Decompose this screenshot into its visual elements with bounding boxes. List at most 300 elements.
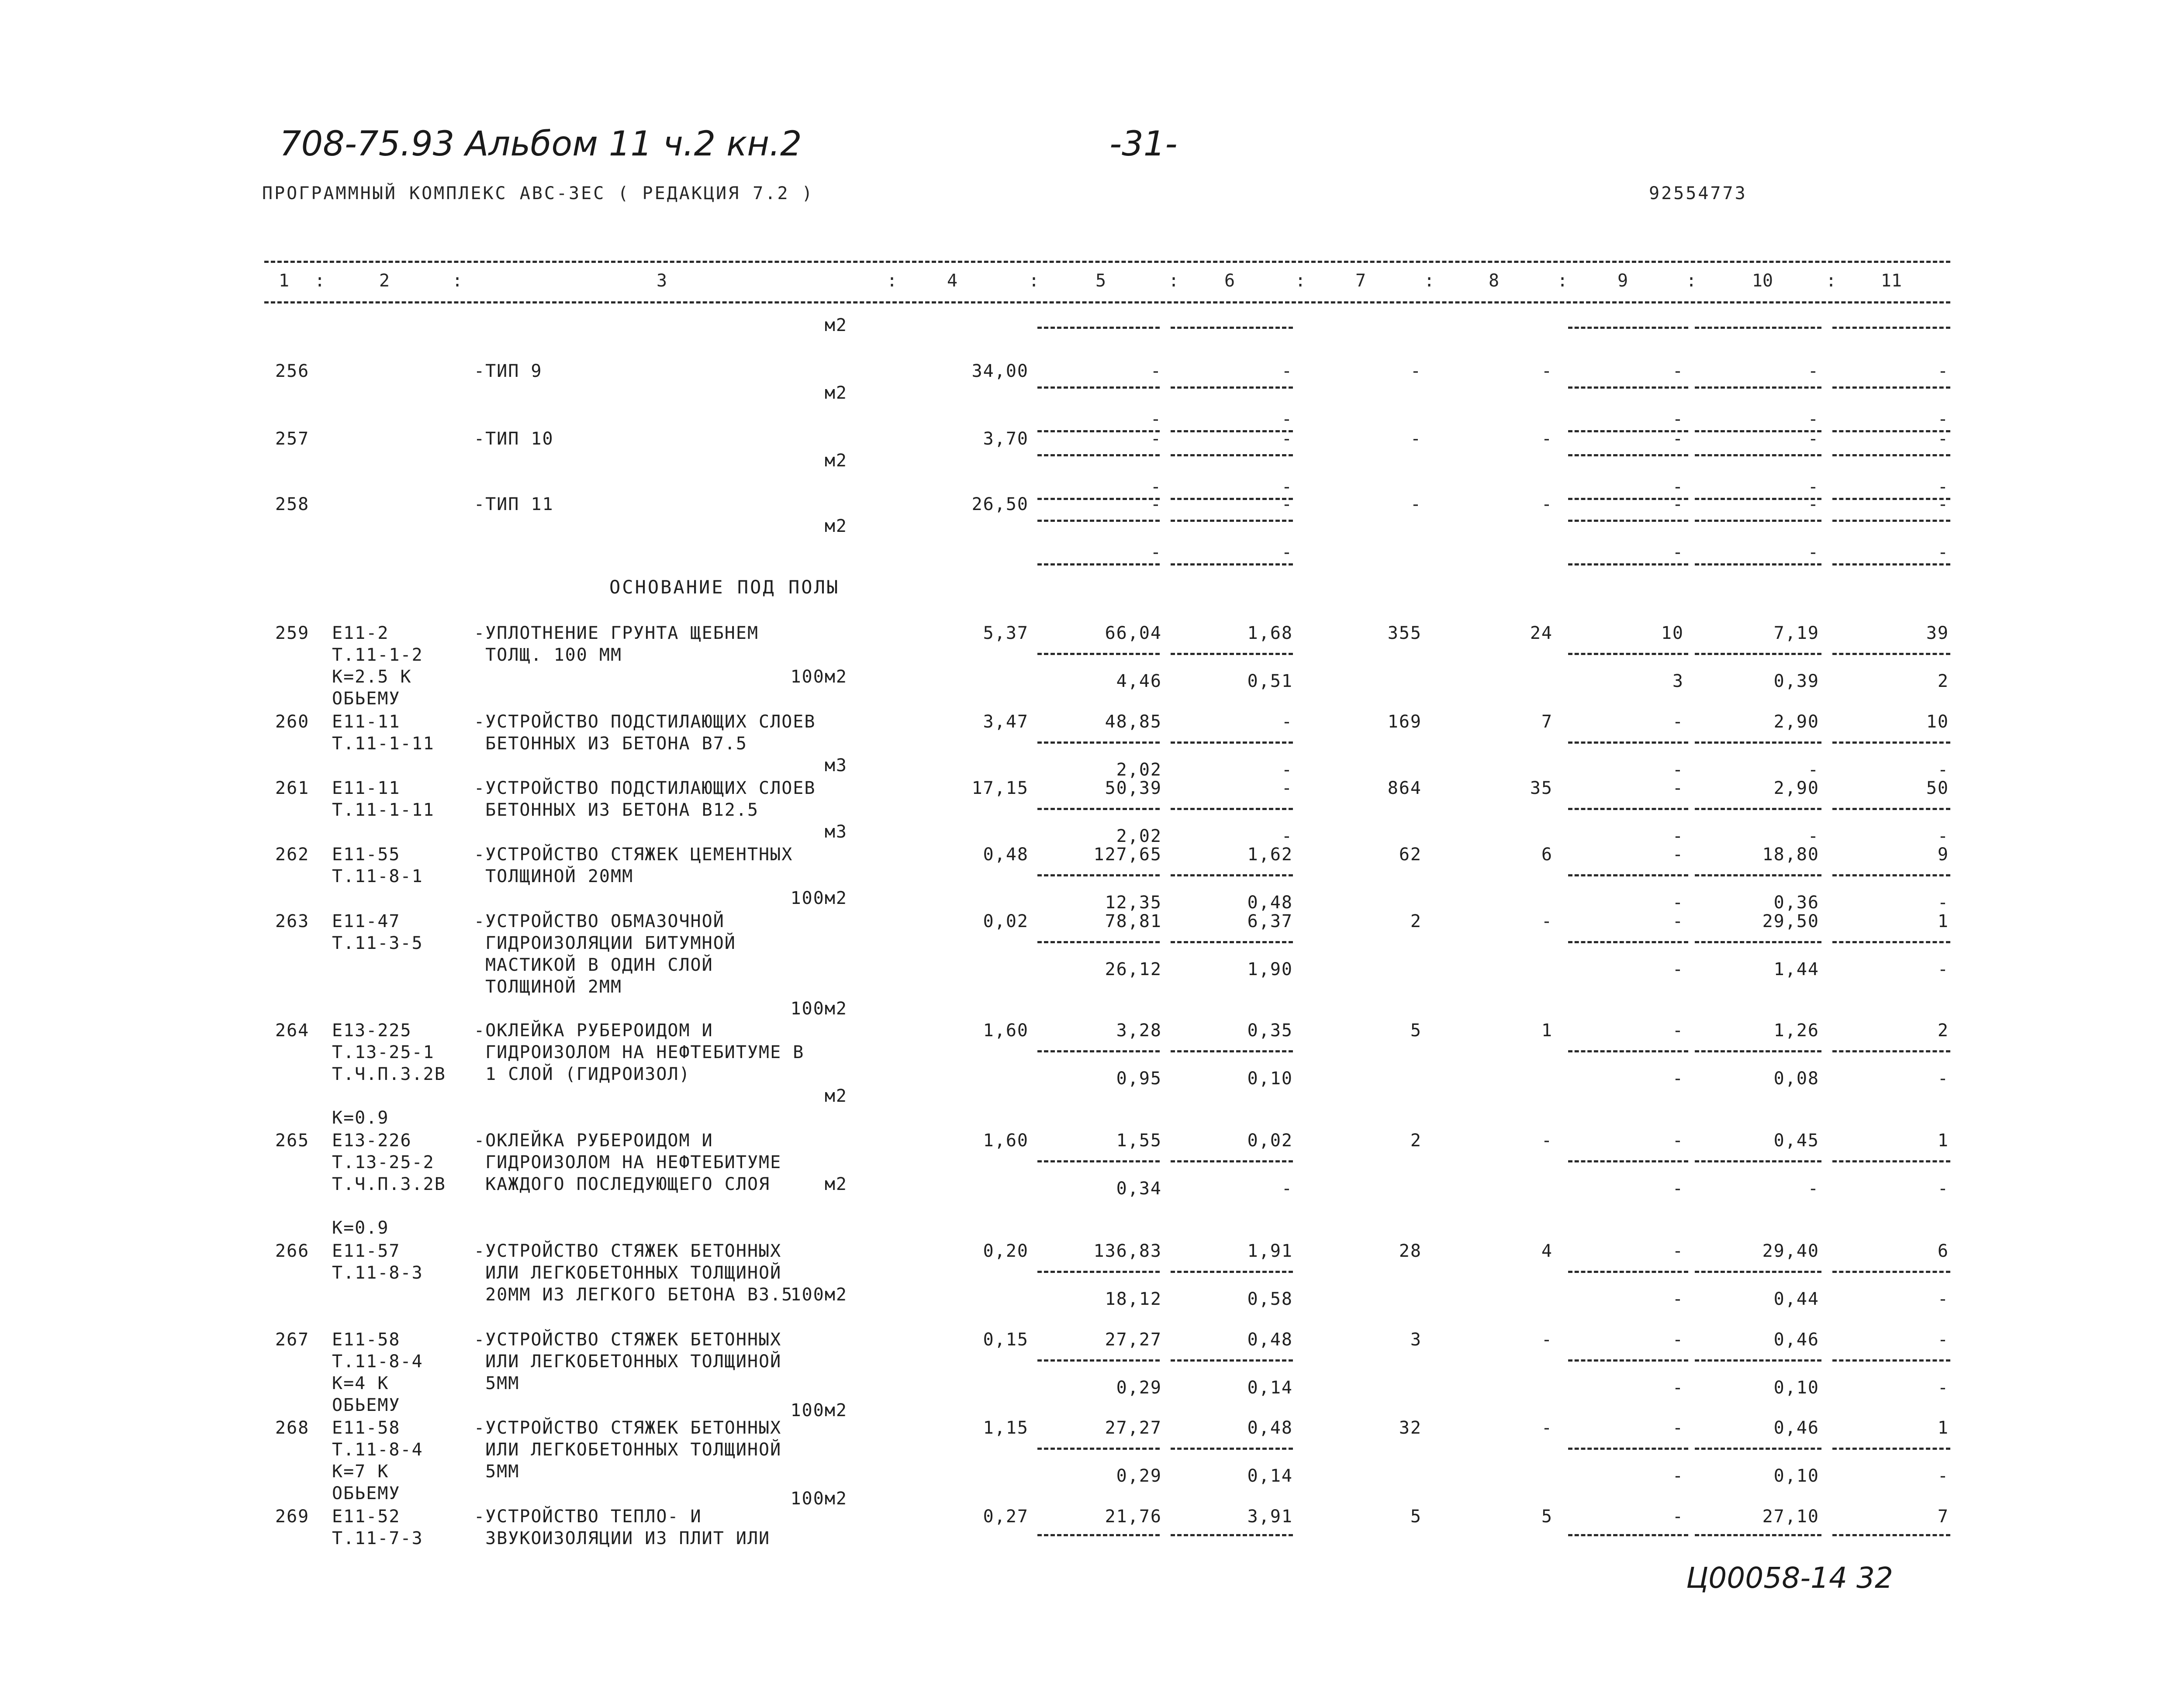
cell-col-6-second: - [1281,760,1293,780]
normative-code: ОБЬЕМУ [332,689,401,709]
cell-col-4: 0,20 [983,1241,1029,1261]
cell-col-11-second: - [1937,893,1949,913]
cell-col-4: 0,02 [983,911,1029,931]
dashed-subtotal-rule [1695,808,1821,810]
cell-col-8: - [1541,1131,1553,1151]
cell-col-7: 169 [1387,712,1422,732]
cell-col-9: - [1672,778,1684,798]
cell-col-11-second: - [1937,542,1949,562]
normative-code: Т.11-7-3 [332,1528,423,1548]
normative-code: К=0.9 [332,1218,389,1238]
work-description: -УСТРОЙСТВО СТЯЖЕК БЕТОННЫХ [474,1418,782,1438]
cell-col-10-second: - [1807,760,1819,780]
row-number: 260 [275,712,310,732]
cell-col-6: 3,91 [1247,1507,1293,1527]
work-description: ИЛИ ЛЕГКОБЕТОННЫХ ТОЛЩИНОЙ [474,1352,782,1372]
dashed-subtotal-rule [1568,653,1688,655]
normative-code: Е13-225 [332,1021,412,1041]
column-number-3: 3 [656,271,667,291]
column-number-11: 11 [1880,271,1902,291]
unit-of-measure: м2 [824,383,847,403]
cell-col-8: 7 [1541,712,1553,732]
cell-col-9-second: - [1672,893,1684,913]
cell-col-6: 0,35 [1247,1021,1293,1041]
normative-code: Т.Ч.П.3.2В [332,1174,446,1194]
dashed-subtotal-rule [1171,1359,1293,1362]
cell-col-10-second: 0,44 [1773,1289,1819,1309]
work-description: 5ММ [474,1373,520,1393]
cell-col-8: 5 [1541,1507,1553,1527]
dashed-subtotal-rule [1832,1448,1950,1450]
dashed-subtotal-rule [1037,808,1160,810]
cell-col-7: - [1410,494,1422,514]
dashed-subtotal-rule [1832,741,1950,744]
cell-col-4: 17,15 [971,778,1029,798]
normative-code: Е11-11 [332,778,401,798]
work-description: БЕТОННЫХ ИЗ БЕТОНА В7.5 [474,734,747,754]
cell-col-11-second: - [1937,826,1949,846]
dashed-subtotal-rule [1568,808,1688,810]
unit-of-measure: м2 [824,451,847,471]
cell-col-5: - [1150,429,1162,449]
cell-col-10: 2,90 [1773,778,1819,798]
cell-col-10-second: - [1807,477,1819,497]
cell-col-9: - [1672,1418,1684,1438]
cell-col-9-second: - [1672,1289,1684,1309]
cell-col-10: 7,19 [1773,623,1819,643]
work-description: 5ММ [474,1462,520,1482]
cell-col-5: - [1150,361,1162,381]
dashed-subtotal-rule [1171,1534,1293,1536]
cell-col-5-second: 18,12 [1105,1289,1162,1309]
cell-col-4: 0,15 [983,1330,1029,1350]
cell-col-10-second: - [1807,542,1819,562]
column-number-4: 4 [947,271,958,291]
cell-col-9-second: - [1672,1179,1684,1199]
dashed-subtotal-rule [1171,808,1293,810]
cell-col-7: - [1410,361,1422,381]
cell-col-6: 0,48 [1247,1330,1293,1350]
dashed-subtotal-rule [1037,563,1160,566]
dashed-subtotal-rule [1695,1359,1821,1362]
cell-col-8: - [1541,1418,1553,1438]
dashed-subtotal-rule [1171,653,1293,655]
cell-col-6-second: - [1281,1179,1293,1199]
cell-col-11: 1 [1937,1131,1949,1151]
cell-col-8: - [1541,494,1553,514]
normative-code: ОБЬЕМУ [332,1483,401,1503]
cell-col-6-second: - [1281,826,1293,846]
unit-of-measure: м2 [824,315,847,335]
dashed-subtotal-rule [1037,941,1160,943]
cell-col-11: - [1937,361,1949,381]
table-header-rule [264,301,1950,303]
cell-col-5: 66,04 [1105,623,1162,643]
cell-col-6-second: 0,48 [1247,893,1293,913]
column-number-5: 5 [1095,271,1106,291]
cell-col-8: - [1541,361,1553,381]
cell-col-6: - [1281,429,1293,449]
cell-col-8: 35 [1530,778,1553,798]
work-description: -УСТРОЙСТВО СТЯЖЕК БЕТОННЫХ [474,1241,782,1261]
cell-col-4: 0,27 [983,1507,1029,1527]
row-number: 264 [275,1021,310,1041]
cell-col-9: - [1672,361,1684,381]
cell-col-10-second: 1,44 [1773,959,1819,979]
work-description: ИЛИ ЛЕГКОБЕТОННЫХ ТОЛЩИНОЙ [474,1440,782,1460]
cell-col-11: 7 [1937,1507,1949,1527]
normative-code: ОБЬЕМУ [332,1395,401,1415]
row-number: 256 [275,361,310,381]
cell-col-11-second: - [1937,1378,1949,1398]
cell-col-5: - [1150,494,1162,514]
cell-col-9: - [1672,1507,1684,1527]
cell-col-8: - [1541,911,1553,931]
cell-col-11: - [1937,494,1949,514]
row-number: 269 [275,1507,310,1527]
cell-col-9-second: - [1672,826,1684,846]
row-number: 261 [275,778,310,798]
dashed-subtotal-rule [1171,1448,1293,1450]
dashed-subtotal-rule [1695,653,1821,655]
dashed-subtotal-rule [1568,327,1688,329]
work-description: -УСТРОЙСТВО ТЕПЛО- И [474,1507,702,1527]
row-number: 266 [275,1241,310,1261]
cell-col-9-second: - [1672,477,1684,497]
cell-col-6-second: 0,14 [1247,1466,1293,1486]
cell-col-10-second: 0,10 [1773,1378,1819,1398]
work-description: КАЖДОГО ПОСЛЕДУЮЩЕГО СЛОЯ [474,1174,771,1194]
dashed-subtotal-rule [1037,1359,1160,1362]
unit-of-measure: м3 [824,822,847,842]
column-separator: : [887,271,898,291]
cell-col-4: 34,00 [971,361,1029,381]
cell-col-11: 39 [1926,623,1949,643]
cell-col-8: 24 [1530,623,1553,643]
cell-col-5-second: - [1150,409,1162,429]
cell-col-11-second: - [1937,477,1949,497]
cell-col-8: - [1541,429,1553,449]
cell-col-5: 3,28 [1116,1021,1162,1041]
normative-code: Е13-226 [332,1131,412,1151]
dashed-subtotal-rule [1832,1050,1950,1052]
normative-code: Е11-2 [332,623,389,643]
cell-col-7: 28 [1399,1241,1422,1261]
cell-col-11-second: - [1937,1179,1949,1199]
unit-of-measure: м3 [824,755,847,776]
unit-of-measure: м2 [824,1086,847,1106]
dashed-subtotal-rule [1832,1359,1950,1362]
cell-col-5-second: 26,12 [1105,959,1162,979]
cell-col-5-second: 2,02 [1116,760,1162,780]
unit-of-measure: 100м2 [790,667,847,687]
dashed-subtotal-rule [1695,1050,1821,1052]
work-description: ГИДРОИЗОЛЯЦИИ БИТУМНОЙ [474,933,736,953]
work-description: МАСТИКОЙ В ОДИН СЛОЙ [474,955,713,975]
column-separator: : [1029,271,1040,291]
dashed-subtotal-rule [1171,1271,1293,1273]
dashed-subtotal-rule [1832,1271,1950,1273]
cell-col-10-second: - [1807,1179,1819,1199]
cell-col-6-second: - [1281,409,1293,429]
cell-col-6-second: - [1281,477,1293,497]
cell-col-5: 136,83 [1093,1241,1162,1261]
cell-col-10-second: - [1807,409,1819,429]
cell-col-8: - [1541,1330,1553,1350]
normative-code: Т.11-1-11 [332,734,435,754]
cell-col-7: 3 [1410,1330,1422,1350]
cell-col-4: 1,60 [983,1021,1029,1041]
dashed-subtotal-rule [1695,1448,1821,1450]
document-code: 92554773 [1649,183,1747,203]
dashed-subtotal-rule [1037,1448,1160,1450]
dashed-subtotal-rule [1832,1160,1950,1162]
cell-col-4: 3,47 [983,712,1029,732]
cell-col-10: 1,26 [1773,1021,1819,1041]
work-description: -ТИП 9 [474,361,543,381]
cell-col-5: 1,55 [1116,1131,1162,1151]
cell-col-6: - [1281,494,1293,514]
cell-col-11: 2 [1937,1021,1949,1041]
dashed-subtotal-rule [1037,1534,1160,1536]
cell-col-8: 4 [1541,1241,1553,1261]
dashed-subtotal-rule [1832,520,1950,522]
dashed-subtotal-rule [1568,1271,1688,1273]
cell-col-6-second: - [1281,542,1293,562]
dashed-subtotal-rule [1037,454,1160,456]
cell-col-10-second: 0,36 [1773,893,1819,913]
cell-col-11: 1 [1937,911,1949,931]
cell-col-10: - [1807,494,1819,514]
cell-col-11: - [1937,1330,1949,1350]
cell-col-5-second: 0,34 [1116,1179,1162,1199]
dashed-subtotal-rule [1695,1534,1821,1536]
cell-col-10: - [1807,429,1819,449]
cell-col-9: - [1672,712,1684,732]
dashed-subtotal-rule [1568,454,1688,456]
page-number: -31- [1109,124,1178,164]
cell-col-6-second: 0,58 [1247,1289,1293,1309]
cell-col-6: - [1281,361,1293,381]
cell-col-5: 27,27 [1105,1330,1162,1350]
cell-col-9: - [1672,494,1684,514]
work-description: ТОЛЩИНОЙ 20ММ [474,866,634,886]
row-number: 265 [275,1131,310,1151]
work-description: -УСТРОЙСТВО СТЯЖЕК БЕТОННЫХ [474,1330,782,1350]
cell-col-9: - [1672,1241,1684,1261]
column-separator: : [1424,271,1435,291]
unit-of-measure: м2 [824,1174,847,1194]
cell-col-9: - [1672,1330,1684,1350]
cell-col-11: 1 [1937,1418,1949,1438]
row-number: 263 [275,911,310,931]
cell-col-6: 0,02 [1247,1131,1293,1151]
cell-col-10: 18,80 [1762,845,1819,865]
cell-col-11-second: - [1937,1069,1949,1089]
cell-col-10: 29,40 [1762,1241,1819,1261]
cell-col-10: - [1807,361,1819,381]
cell-col-4: 0,48 [983,845,1029,865]
column-separator: : [1557,271,1568,291]
cell-col-11: 9 [1937,845,1949,865]
normative-code: Т.11-8-4 [332,1352,423,1372]
cell-col-5-second: 0,95 [1116,1069,1162,1089]
cell-col-6: - [1281,712,1293,732]
cell-col-9: - [1672,845,1684,865]
normative-code: Е11-58 [332,1418,401,1438]
cell-col-5-second: 0,29 [1116,1378,1162,1398]
dashed-subtotal-rule [1832,386,1950,389]
dashed-subtotal-rule [1171,874,1293,876]
normative-code: К=0.9 [332,1108,389,1128]
cell-col-6-second: 1,90 [1247,959,1293,979]
dashed-subtotal-rule [1171,1050,1293,1052]
cell-col-6: 1,62 [1247,845,1293,865]
work-description: -ТИП 10 [474,429,554,449]
cell-col-4: 1,15 [983,1418,1029,1438]
dashed-subtotal-rule [1695,563,1821,566]
cell-col-5-second: - [1150,477,1162,497]
column-number-1: 1 [278,271,290,291]
cell-col-10-second: 0,10 [1773,1466,1819,1486]
work-description: -УСТРОЙСТВО ПОДСТИЛАЮЩИХ СЛОЕВ [474,778,816,798]
dashed-subtotal-rule [1695,386,1821,389]
cell-col-5-second: 2,02 [1116,826,1162,846]
normative-code: Е11-11 [332,712,401,732]
cell-col-8: 1 [1541,1021,1553,1041]
dashed-subtotal-rule [1171,941,1293,943]
normative-code: К=2.5 К [332,667,412,687]
cell-col-5: 78,81 [1105,911,1162,931]
dashed-subtotal-rule [1832,941,1950,943]
row-number: 259 [275,623,310,643]
column-separator: : [1826,271,1837,291]
dashed-subtotal-rule [1037,1271,1160,1273]
unit-of-measure: 100м2 [790,1489,847,1509]
dashed-subtotal-rule [1832,874,1950,876]
unit-of-measure: 100м2 [790,888,847,908]
cell-col-4: 1,60 [983,1131,1029,1151]
cell-col-5: 27,27 [1105,1418,1162,1438]
column-separator: : [1168,271,1179,291]
work-description: ТОЛЩ. 100 ММ [474,645,622,665]
dashed-subtotal-rule [1832,1534,1950,1536]
work-description: -УСТРОЙСТВО ПОДСТИЛАЮЩИХ СЛОЕВ [474,712,816,732]
cell-col-5-second: 0,29 [1116,1466,1162,1486]
cell-col-9: - [1672,911,1684,931]
dashed-subtotal-rule [1568,1160,1688,1162]
cell-col-6: 6,37 [1247,911,1293,931]
dashed-subtotal-rule [1037,741,1160,744]
dashed-subtotal-rule [1695,1271,1821,1273]
work-description: -ОКЛЕЙКА РУБЕРОИДОМ И [474,1131,713,1151]
cell-col-6-second: 0,14 [1247,1378,1293,1398]
column-separator: : [1686,271,1697,291]
dashed-subtotal-rule [1695,454,1821,456]
cell-col-9-second: - [1672,1466,1684,1486]
dashed-subtotal-rule [1037,520,1160,522]
normative-code: Т.11-8-4 [332,1440,423,1460]
cell-col-10: 2,90 [1773,712,1819,732]
cell-col-9-second: 3 [1672,671,1684,691]
cell-col-10: 0,45 [1773,1131,1819,1151]
cell-col-7: 5 [1410,1021,1422,1041]
dashed-subtotal-rule [1695,1160,1821,1162]
dashed-subtotal-rule [1568,1448,1688,1450]
cell-col-11-second: 2 [1937,671,1949,691]
dashed-subtotal-rule [1171,520,1293,522]
dashed-subtotal-rule [1171,741,1293,744]
cell-col-6: 1,68 [1247,623,1293,643]
normative-code: К=4 К [332,1373,389,1393]
work-description: -ТИП 11 [474,494,554,514]
work-description: -УСТРОЙСТВО СТЯЖЕК ЦЕМЕНТНЫХ [474,845,793,865]
cell-col-9: - [1672,1021,1684,1041]
work-description: ТОЛЩИНОЙ 2ММ [474,977,622,997]
cell-col-6: 1,91 [1247,1241,1293,1261]
unit-of-measure: 100м2 [790,999,847,1019]
dashed-subtotal-rule [1171,1160,1293,1162]
normative-code: Т.Ч.П.3.2В [332,1064,446,1084]
dashed-subtotal-rule [1695,520,1821,522]
cell-col-11-second: - [1937,760,1949,780]
cell-col-9-second: - [1672,959,1684,979]
dashed-subtotal-rule [1171,454,1293,456]
normative-code: Е11-58 [332,1330,401,1350]
cell-col-5-second: - [1150,542,1162,562]
cell-col-7: - [1410,429,1422,449]
cell-col-10: 0,46 [1773,1330,1819,1350]
cell-col-4: 26,50 [971,494,1029,514]
cell-col-9: 10 [1661,623,1684,643]
dashed-subtotal-rule [1695,741,1821,744]
cell-col-5: 127,65 [1093,845,1162,865]
normative-code: Е11-52 [332,1507,401,1527]
dashed-subtotal-rule [1832,327,1950,329]
normative-code: Т.11-8-3 [332,1263,423,1283]
cell-col-9-second: - [1672,1069,1684,1089]
column-separator: : [1295,271,1306,291]
dashed-subtotal-rule [1568,1534,1688,1536]
dashed-subtotal-rule [1695,327,1821,329]
cell-col-6-second: 0,10 [1247,1069,1293,1089]
cell-col-7: 2 [1410,1131,1422,1151]
cell-col-6: - [1281,778,1293,798]
column-number-8: 8 [1488,271,1500,291]
cell-col-5: 48,85 [1105,712,1162,732]
work-description: -УСТРОЙСТВО ОБМАЗОЧНОЙ [474,911,725,931]
cell-col-7: 864 [1387,778,1422,798]
cell-col-5: 50,39 [1105,778,1162,798]
dashed-subtotal-rule [1568,563,1688,566]
column-number-7: 7 [1355,271,1366,291]
cell-col-6-second: 0,51 [1247,671,1293,691]
normative-code: Е11-47 [332,911,401,931]
cell-col-11: 6 [1937,1241,1949,1261]
row-number: 267 [275,1330,310,1350]
cell-col-7: 62 [1399,845,1422,865]
normative-code: К=7 К [332,1462,389,1482]
column-number-2: 2 [379,271,390,291]
cell-col-4: 3,70 [983,429,1029,449]
dashed-subtotal-rule [1568,741,1688,744]
cell-col-11-second: - [1937,1466,1949,1486]
cell-col-9-second: - [1672,542,1684,562]
cell-col-7: 32 [1399,1418,1422,1438]
work-description: ЗВУКОИЗОЛЯЦИИ ИЗ ПЛИТ ИЛИ [474,1528,771,1548]
cell-col-4: 5,37 [983,623,1029,643]
dashed-subtotal-rule [1037,386,1160,389]
